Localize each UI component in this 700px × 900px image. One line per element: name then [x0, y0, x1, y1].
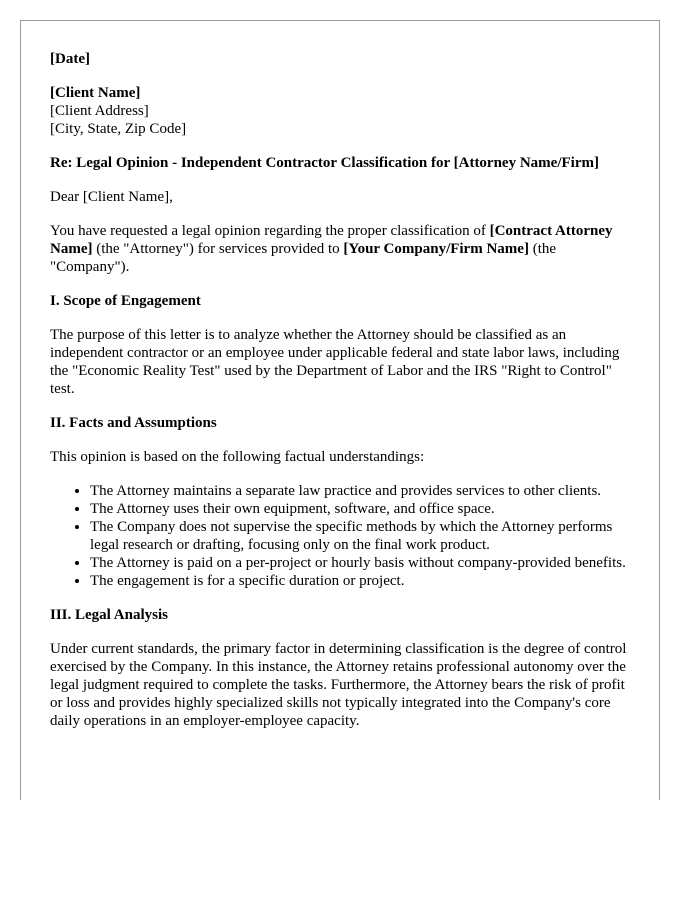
attorney-name-placeholder: [Contract Attorney Name]: [50, 223, 613, 257]
list-item: • The Attorney maintains a separate law practice and provides services to other clients.: [90, 482, 630, 500]
list-item: • The Attorney is paid on a per-project or hourly basis without company-provided benefits.: [90, 554, 630, 572]
date-placeholder: [Date]: [50, 51, 90, 67]
intro-text-1: You have requested a legal opinion regarding the proper classification of: [50, 223, 490, 239]
list-item: • The engagement is for a specific duration or project.: [90, 572, 630, 590]
section-body-scope: The purpose of this letter is to analyze whether the Attorney should be classified as an independent contractor or an employee under applicable federal and state labor laws, including the "Economic Reality Test" used by the Department of Labor and the IRS "Right to Control" test.: [50, 327, 620, 397]
letter-page: [20, 20, 660, 800]
company-name-placeholder: [Your Company/Firm Name]: [343, 241, 529, 257]
facts-list: [50, 482, 630, 590]
letter-date: [50, 50, 630, 68]
client-city-state-zip: [City, State, Zip Code]: [50, 121, 187, 137]
list-item: • The Company does not supervise the specific methods by which the Attorney performs legal research or drafting, focusing only on the final work product.: [90, 518, 630, 554]
intro-text-2: (the "Attorney") for services provided to: [92, 241, 344, 257]
intro-text-3: (the "Company").: [50, 241, 557, 275]
client-name: [Client Name]: [50, 85, 141, 101]
client-address: [Client Address]: [50, 103, 149, 119]
section-heading-facts: II. Facts and Assumptions: [50, 415, 217, 431]
intro-paragraph: [50, 222, 630, 276]
section-heading-analysis: III. Legal Analysis: [50, 607, 168, 623]
section-body-facts: This opinion is based on the following factual understandings:: [50, 449, 425, 465]
section-heading-scope: I. Scope of Engagement: [50, 293, 201, 309]
list-item: • The Attorney uses their own equipment, software, and office space.: [90, 500, 630, 518]
salutation: Dear [Client Name],: [50, 189, 173, 205]
subject-line: Re: Legal Opinion - Independent Contractor Classification for [Attorney Name/Firm]: [50, 155, 599, 171]
client-address-block: [50, 84, 630, 138]
section-body-analysis: Under current standards, the primary factor in determining classification is the degree of control exercised by the Company. In this instance, the Attorney retains professional autonomy over the legal judgment required to complete the tasks. Furthermore, the Attorney bears the risk of profit or loss and provides highly specialized skills not typically integrated into the Company's core daily operations in an employer-employee capacity.: [50, 641, 627, 729]
